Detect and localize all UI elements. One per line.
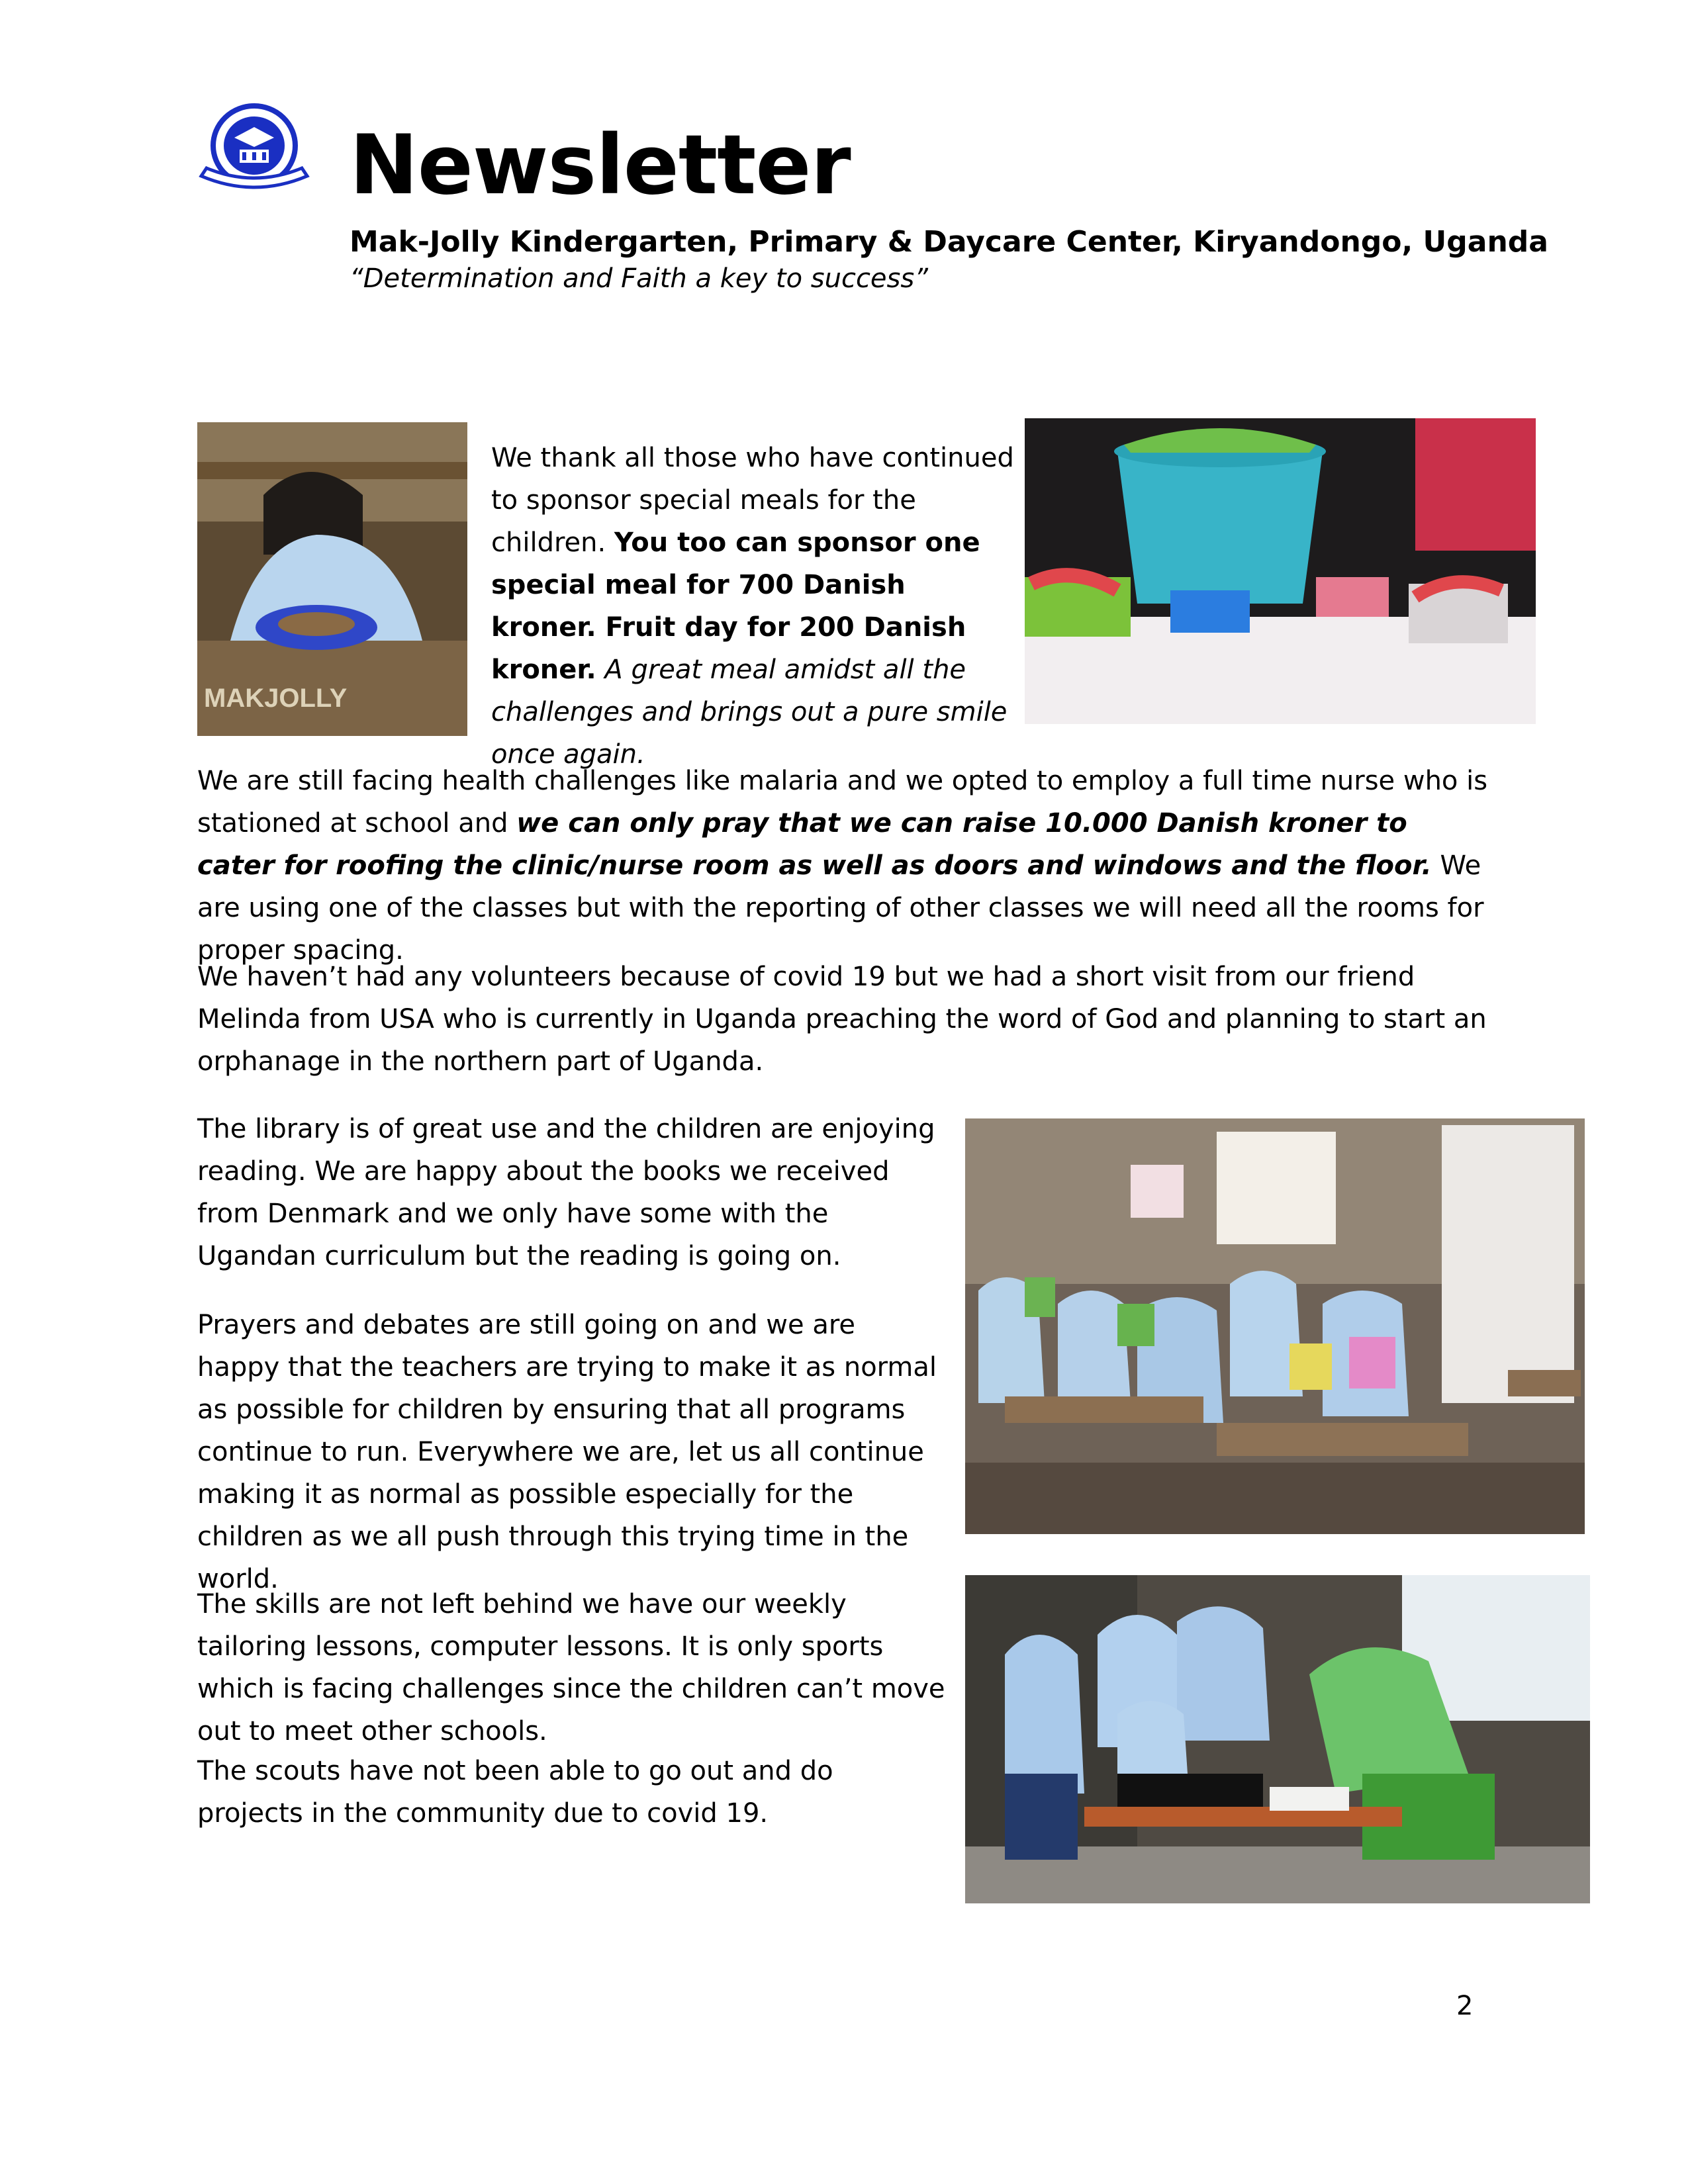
- school-motto: “Determination and Faith a key to success”: [350, 263, 928, 294]
- photo-library-reading: [965, 1118, 1585, 1534]
- meals-paragraph: [491, 437, 1014, 776]
- school-name: Mak-Jolly Kindergarten, Primary & Daycare Center, Kiryandongo, Uganda: [350, 225, 1548, 259]
- health-closing: We are using one of the classes but with the reporting of other classes we will need all the rooms for proper spacing.: [197, 850, 1484, 966]
- desk-sign-text: MAKJOLLY: [204, 684, 348, 713]
- photo-boy-eating: [197, 422, 467, 736]
- page-title: Newsletter: [350, 118, 851, 213]
- meals-sponsor-offer: You too can sponsor one special meal for 700 Danish kroner. Fruit day for 200 Danish kroner.: [491, 527, 980, 685]
- photo-tailoring-lesson: [965, 1575, 1590, 1903]
- prayers-paragraph: Prayers and debates are still going on and we are happy that the teachers are trying to make it as normal as possible for children by ensuring that all programs continue to run. Everywhere we are, let us all continue making it as normal as possible especially for the children as we all push through this trying time in the world.: [197, 1310, 937, 1594]
- scouts-paragraph: The scouts have not been able to go out and do projects in the community due to covid 19.: [197, 1756, 833, 1829]
- meals-intro: We thank all those who have continued to sponsor special meals for the children.: [491, 443, 1014, 558]
- school-crest-icon: [196, 98, 312, 197]
- page-number: 2: [1456, 1991, 1474, 2021]
- meals-closing: A great meal amidst all the challenges and brings out a pure smile once again.: [491, 655, 1008, 770]
- volunteers-paragraph: We haven’t had any volunteers because of covid 19 but we had a short visit from our friend Melinda from USA who is currently in Uganda preaching the word of God and planning to start an orphanage in the northern part of Uganda.: [197, 962, 1487, 1077]
- photo-fruit-day: [1025, 418, 1536, 724]
- health-paragraph: [197, 760, 1488, 972]
- library-paragraph: The library is of great use and the children are enjoying reading. We are happy about the books we received from Denmark and we only have some with the Ugandan curriculum but the reading is going on.: [197, 1114, 935, 1271]
- health-intro: We are still facing health challenges like malaria and we opted to employ a full time nurse who is stationed at school and: [197, 766, 1488, 839]
- skills-paragraph: The skills are not left behind we have our weekly tailoring lessons, computer lessons. It is only sports which is facing challenges since the children can’t move out to meet other schools.: [197, 1589, 945, 1747]
- health-appeal: we can only pray that we can raise 10.000 Danish kroner to cater for roofing the clinic/nurse room as well as doors and windows and the floor.: [197, 808, 1432, 881]
